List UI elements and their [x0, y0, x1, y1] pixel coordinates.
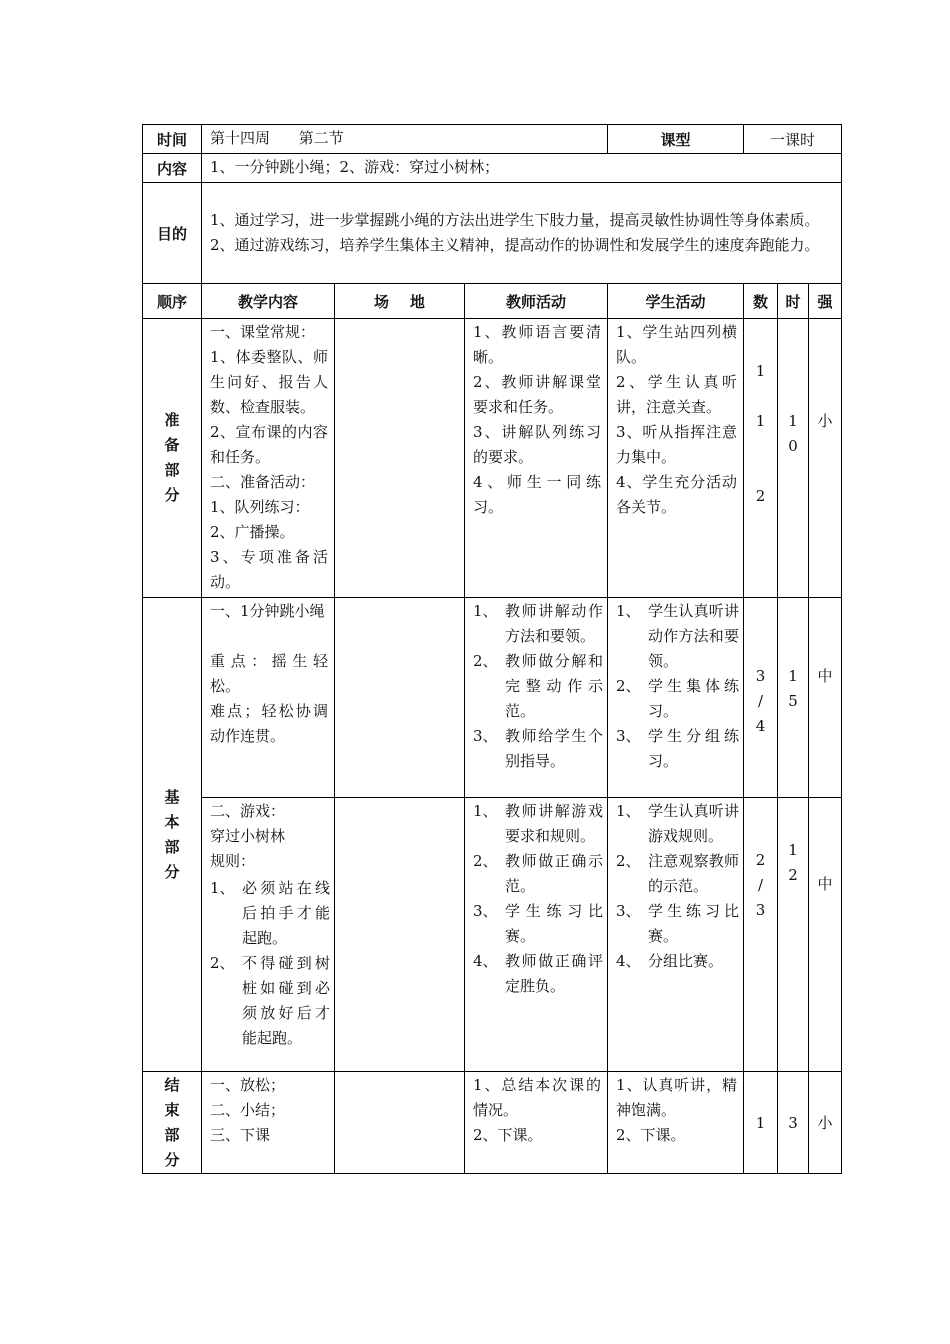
end-section-row [143, 1072, 842, 1174]
basic-label: 基 本 部 分 [164, 787, 180, 881]
end-count: 1 [744, 1072, 778, 1174]
basic2-content-intro: 二、游戏： 穿过小树林 规则： [210, 802, 286, 870]
basic2-time: 1 2 [788, 841, 798, 884]
basic1-time-cell [778, 598, 809, 798]
col-order: 顺序 [143, 284, 202, 319]
basic2-intensity-cell [809, 798, 842, 1072]
basic2-time-cell [778, 798, 809, 1072]
basic1-time: 1 5 [788, 667, 798, 710]
lesson-type-value: 一课时 [744, 125, 842, 154]
prep-content: 一、课堂常规： 1、体委整队、师生问好、报告人数、检查服装。 2、宣布课的内容和任务。 二、准备活动： 1、队列练习： 2、广播操。 3、专项准备活动。 [210, 323, 328, 591]
end-label: 结 束 部 分 [164, 1075, 180, 1169]
basic1-venue-cell [335, 598, 465, 798]
end-venue-cell [335, 1072, 465, 1174]
content-label: 内容 [143, 154, 202, 183]
end-teacher-cell [465, 1072, 608, 1174]
basic1-count: 3 / 4 [755, 667, 766, 735]
basic2-student-cell [608, 798, 744, 1072]
prep-teacher: 1、教师语言要清晰。 2、教师讲解课堂要求和任务。 3、讲解队列练习的要求。 4、师生一同练习。 [473, 323, 602, 516]
basic1-teacher-list [465, 598, 607, 776]
list-item: 2、 教师做正确示范。 [473, 852, 604, 895]
list-item: 1、 必须站在线后拍手才能起跑。 [210, 879, 330, 947]
basic2-intensity: 中 [817, 875, 833, 893]
goal-row [143, 183, 842, 284]
end-student: 1、认真听讲，精神饱满。 2、下课。 [616, 1076, 738, 1144]
end-teacher: 1、总结本次课的情况。 2、下课。 [473, 1076, 602, 1144]
list-item: 2、 注意观察教师的示范。 [616, 852, 740, 895]
prep-time-cell [778, 319, 809, 598]
col-student: 学生活动 [608, 284, 744, 319]
list-item: 4、 教师做正确评定胜负。 [473, 952, 604, 995]
list-item: 2、 教师做分解和完整动作示范。 [473, 652, 604, 720]
end-content-cell [202, 1072, 335, 1174]
prep-teacher-cell [465, 319, 608, 598]
content-value-cell [202, 154, 842, 183]
list-item: 4、 分组比赛。 [616, 952, 724, 970]
list-item: 1、 教师讲解游戏要求和规则。 [473, 802, 604, 845]
basic1-row [143, 598, 842, 798]
list-item: 3、 学生练习比赛。 [473, 902, 604, 945]
basic1-content-cell [202, 598, 335, 798]
prep-student-cell [608, 319, 744, 598]
prep-intensity: 小 [817, 412, 833, 430]
prep-count-cell [744, 319, 778, 598]
col-count: 数 [744, 284, 778, 319]
goal-value-cell [202, 183, 842, 284]
list-item: 3、 学生分组练习。 [616, 727, 740, 770]
prep-label-cell [143, 319, 202, 598]
basic1-count-cell [744, 598, 778, 798]
basic2-rules-list [202, 876, 334, 1053]
list-item: 3、 学生练习比赛。 [616, 902, 740, 945]
basic2-content-cell [202, 798, 335, 1072]
content-row [143, 154, 842, 183]
basic2-row [143, 798, 842, 1072]
prep-student: 1、学生站四列横队。 2、学生认真听讲，注意关查。 3、听从指挥注意力集中。 4、学生充分活动各关节。 [616, 323, 738, 516]
basic2-teacher-cell [465, 798, 608, 1072]
prep-count: 1 1 2 [755, 362, 766, 505]
basic1-teacher-cell [465, 598, 608, 798]
lesson-plan-table [142, 124, 842, 1174]
basic2-teacher-list [465, 798, 607, 1001]
col-intensity: 强 [809, 284, 842, 319]
list-item: 2、 不得碰到树桩如碰到必须放好后才能起跑。 [210, 954, 330, 1047]
lesson-type-label: 课型 [608, 125, 744, 154]
time-value: 第十四周 第二节 [210, 129, 344, 147]
list-item: 1、 学生认真听讲游戏规则。 [616, 802, 740, 845]
prep-label: 准 备 部 分 [164, 411, 180, 504]
list-item: 2、 学生集体练习。 [616, 677, 740, 720]
basic-label-cell [143, 598, 202, 1072]
time-label: 时间 [143, 125, 202, 154]
basic1-student-list [608, 598, 743, 776]
basic1-intensity-cell [809, 598, 842, 798]
end-content: 一、放松； 二、小结； 三、下课 [210, 1076, 286, 1144]
col-teacher: 教师活动 [465, 284, 608, 319]
end-intensity: 小 [809, 1072, 842, 1174]
basic2-count-cell [744, 798, 778, 1072]
basic2-count: 2 / 3 [755, 851, 766, 919]
time-value-cell [202, 125, 608, 154]
prep-content-cell [202, 319, 335, 598]
list-item: 3、 教师给学生个别指导。 [473, 727, 604, 770]
end-label-cell [143, 1072, 202, 1174]
list-item: 1、 学生认真听讲动作方法和要领。 [616, 602, 740, 670]
prep-intensity-cell [809, 319, 842, 598]
list-item: 1、 教师讲解动作方法和要领。 [473, 602, 604, 645]
prep-time: 1 0 [788, 412, 798, 455]
basic1-content: 一、1分钟跳小绳 重点：摇生轻松。 难点；轻松协调动作连贯。 [210, 602, 328, 745]
col-venue: 场 地 [335, 284, 465, 319]
column-header-row [143, 284, 842, 319]
basic1-intensity: 中 [817, 667, 833, 685]
col-time: 时 [778, 284, 809, 319]
goal-label: 目的 [143, 183, 202, 284]
basic2-student-list [608, 798, 743, 976]
content-value: 1、一分钟跳小绳；2、游戏：穿过小树林； [210, 158, 500, 176]
end-student-cell [608, 1072, 744, 1174]
basic2-venue-cell [335, 798, 465, 1072]
prep-section-row [143, 319, 842, 598]
basic1-student-cell [608, 598, 744, 798]
prep-venue-cell [335, 319, 465, 598]
end-time: 3 [778, 1072, 809, 1174]
goal-value: 1、通过学习，进一步掌握跳小绳的方法出进学生下肢力量，提高灵敏性协调性等身体素质。 2、通过游戏练习，培养学生集体主义精神，提高动作的协调性和发展学生的速度奔跑能力。 [210, 210, 820, 254]
col-content: 教学内容 [202, 284, 335, 319]
time-row [143, 125, 842, 154]
